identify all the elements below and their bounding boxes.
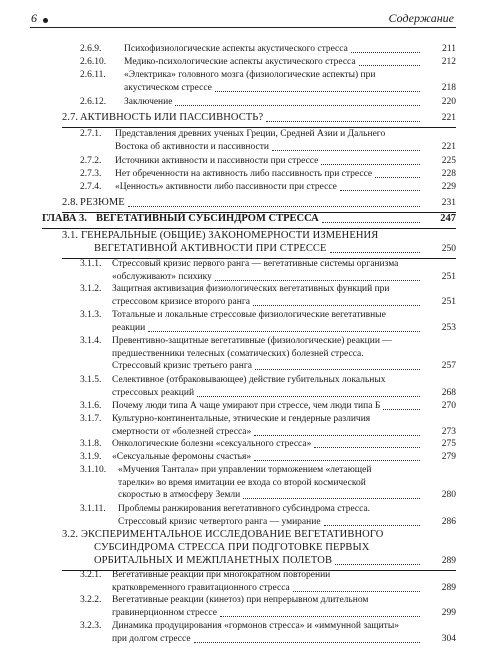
- toc-entry-page: 289: [441, 556, 456, 566]
- dotted-leader: [375, 177, 420, 178]
- toc-entry-page: 286: [441, 516, 456, 527]
- toc-entry-title-line: РЕЗЮМЕ: [80, 197, 125, 208]
- toc-entry-page: 299: [441, 607, 456, 618]
- toc-entry-title-line: Защитная активизация физиологических вегетативных функций при: [112, 284, 390, 294]
- toc-entry-title-line: Онкологические болезни «сексуального стресса»: [112, 439, 312, 449]
- toc-entry-title-line: скоростью в атмосферу Земли: [118, 490, 241, 501]
- toc-entry-number: 3.1.2.: [80, 284, 102, 294]
- toc-entry-title-line: Медико-психологические аспекты акустического стресса: [124, 57, 356, 67]
- toc-entry-page: 304: [441, 633, 456, 644]
- dotted-leader: [254, 460, 420, 461]
- toc-entry-number: 3.2.1.: [80, 570, 102, 580]
- dotted-leader: [383, 409, 420, 410]
- toc-entry-title-line: Заключение: [124, 97, 173, 107]
- toc-entry-title-line: «Ценность» активности либо пассивности при стрессе: [115, 182, 337, 192]
- toc-entry-number: 3.1.9.: [80, 452, 102, 462]
- dotted-leader: [255, 369, 420, 370]
- toc-entry-number: 3.1.6.: [80, 401, 102, 411]
- toc-entry-title-line: реакции: [112, 322, 146, 333]
- toc-entry-page: 251: [441, 296, 456, 307]
- toc-entry-title-line: ВЕГЕТАТИВНЫЙ СУБСИНДРОМ СТРЕССА: [96, 213, 319, 224]
- dotted-leader: [175, 105, 420, 106]
- toc-entry-title-line: Динамика продуцирования «гормонов стресса» и «иммунной защиты»: [112, 621, 399, 631]
- toc-entry-number: 2.6.11.: [80, 70, 106, 80]
- toc-entry-number: 3.1.: [62, 230, 79, 241]
- toc-entry-title-line: Селективное (отбраковывающее) действие губительных локальных: [112, 375, 386, 385]
- toc-entry-page: 228: [441, 169, 456, 179]
- toc-entry-title-line: тарелки» во время имитации ее входа со второй космической: [118, 477, 366, 488]
- dotted-leader: [351, 52, 420, 53]
- toc-entry-page: 268: [441, 387, 456, 398]
- dotted-leader: [220, 616, 420, 617]
- dotted-leader: [359, 65, 420, 66]
- toc-entry-number: 3.1.8.: [80, 439, 102, 449]
- toc-entry-title-line: Стрессовый кризис четвертого ранга — умирание: [118, 516, 321, 527]
- toc-entry-page: 289: [441, 582, 456, 593]
- toc-entry-title-line: СУБСИНДРОМА СТРЕССА ПРИ ПОДГОТОВКЕ ПЕРВЫХ: [94, 542, 370, 553]
- dotted-leader: [128, 206, 420, 207]
- dotted-leader: [253, 305, 420, 306]
- toc-entry-page: 211: [442, 44, 456, 54]
- toc-entry-title-line: предшественники телесных (соматических) болезней стресса.: [112, 348, 364, 359]
- toc-entry-page: 251: [441, 271, 456, 282]
- toc-entry-title-line: Стрессовый кризис первого ранга — вегетативные системы организма: [112, 259, 399, 269]
- toc-entry-page: 279: [441, 452, 456, 462]
- toc-entry-title-line: стрессовых реакций: [112, 387, 195, 398]
- toc-entry-title-line: кратковременного гравитационного стресса: [112, 582, 290, 593]
- toc-entry-page: 270: [441, 401, 456, 411]
- dotted-leader: [321, 164, 420, 165]
- toc-entry-page: 247: [440, 213, 456, 224]
- toc-entry-page: 221: [441, 113, 456, 123]
- toc-entry-title-line: при долгом стрессе: [112, 633, 191, 644]
- toc-entry-number: 2.7.1.: [80, 129, 102, 139]
- toc-entry-title-line: Востока об активности и пассивности: [115, 141, 269, 152]
- page-number: 6: [31, 11, 37, 25]
- dotted-leader: [215, 91, 420, 92]
- dotted-leader: [324, 525, 420, 526]
- toc-entry-number: 3.1.4.: [80, 336, 102, 346]
- toc-entry-page: 225: [441, 156, 456, 166]
- dotted-leader: [194, 642, 420, 643]
- toc-entry-title-line: ВЕГЕТАТИВНОЙ АКТИВНОСТИ ПРИ СТРЕССЕ: [94, 243, 327, 254]
- dotted-leader: [243, 498, 420, 499]
- toc-entry-page: 275: [441, 439, 456, 449]
- dotted-leader: [272, 150, 420, 151]
- toc-entry-title-line: Почему люди типа А чаще умирают при стрессе, чем люди типа Б: [112, 401, 381, 411]
- toc-entry-title-line: «обслуживают» психику: [112, 271, 212, 282]
- dotted-leader: [340, 190, 420, 191]
- toc-entry-title-line: Нет обреченности на активность либо пассивность при стрессе: [115, 169, 373, 179]
- toc-entry-number: 2.6.12.: [80, 97, 107, 107]
- section-rule: [62, 127, 456, 128]
- toc-entry-number: ГЛАВА 3.: [42, 213, 87, 224]
- toc-entry-page: 257: [441, 361, 456, 372]
- dotted-leader: [254, 435, 420, 436]
- toc-entry-title-line: Культурно-континентальные, этнические и гендерные различия: [112, 414, 371, 424]
- toc-entry-number: 2.7.4.: [80, 182, 102, 192]
- toc-entry-title-line: стрессовом кризисе второго ранга: [112, 296, 250, 307]
- toc-entry-page: 273: [441, 426, 456, 437]
- toc-entry-title-line: Проблемы ранжирования вегетативного субсиндрома стресса.: [118, 504, 371, 514]
- toc-entry-number: 2.6.9.: [80, 44, 102, 54]
- dotted-leader: [148, 331, 420, 332]
- toc-entry-number: 2.6.10.: [80, 57, 107, 67]
- toc-entry-title-line: АКТИВНОСТЬ ИЛИ ПАССИВНОСТЬ?: [80, 112, 264, 123]
- toc-entry-title-line: «Сексуальные феромоны счастья»: [112, 452, 252, 462]
- dotted-leader: [335, 564, 420, 565]
- toc-entry-title-line: Тотальные и локальные стрессовые физиологические вегетативные: [112, 310, 386, 320]
- toc-entry-number: 3.2.2.: [80, 595, 102, 605]
- toc-entry-number: 3.1.11.: [80, 504, 106, 514]
- running-title: Содержание: [388, 11, 454, 25]
- toc-entry-title-line: ГЕНЕРАЛЬНЫЕ (ОБЩИЕ) ЗАКОНОМЕРНОСТИ ИЗМЕНЕНИЯ: [81, 230, 379, 241]
- toc-entry-title-line: Вегетативные реакции при многократном повторении: [112, 570, 331, 580]
- toc-entry-page: 253: [441, 322, 456, 333]
- toc-entry-page: 212: [441, 57, 456, 67]
- toc-entry-title-line: Стрессовый кризис третьего ранга: [112, 361, 252, 372]
- toc-entry-number: 2.7.: [62, 112, 79, 123]
- toc-entry-page: 221: [441, 141, 456, 152]
- toc-entry-title-line: Превентивно-защитные вегетативные (физиологические) реакции —: [112, 336, 392, 346]
- toc-entry-page: 229: [441, 182, 456, 192]
- toc-entry-page: 231: [441, 198, 456, 208]
- toc-entry-number: 3.1.10.: [80, 465, 107, 475]
- dotted-leader: [314, 447, 420, 448]
- toc-entry-number: 3.2.: [62, 529, 79, 540]
- dotted-leader: [215, 280, 420, 281]
- toc-entry-title-line: Психофизиологические аспекты акустического стресса: [124, 44, 348, 54]
- toc-entry-number: 3.1.1.: [80, 259, 102, 269]
- toc-entry-title-line: гравинерционном стрессе: [112, 607, 217, 618]
- dotted-leader: [266, 121, 420, 122]
- toc-entry-number: 2.7.2.: [80, 156, 102, 166]
- toc-entry-number: 3.1.3.: [80, 310, 102, 320]
- toc-entry-title-line: «Мучения Тантала» при управлении торможением «летающей: [118, 465, 372, 475]
- toc-entry-number: 3.2.3.: [80, 621, 102, 631]
- toc-entry-page: 280: [441, 490, 456, 501]
- section-rule: [42, 228, 456, 229]
- toc-entry-title-line: ОРБИТАЛЬНЫХ И МЕЖПЛАНЕТНЫХ ПОЛЕТОВ: [94, 555, 333, 566]
- toc-entry-number: 2.7.3.: [80, 169, 102, 179]
- toc-entry-number: 3.1.5.: [80, 375, 102, 385]
- toc-entry-title-line: ЭКСПЕРИМЕНТАЛЬНОЕ ИССЛЕДОВАНИЕ ВЕГЕТАТИВНОГО: [81, 529, 384, 540]
- toc-entry-title-line: Вегетативные реакции (кинетоз) при непрерывном длительном: [112, 595, 369, 605]
- dotted-leader: [330, 252, 420, 253]
- toc-entry-number: 2.8.: [62, 197, 79, 208]
- toc-entry-title-line: «Электрика» головного мозга (физиологические аспекты) при: [124, 70, 376, 80]
- dotted-leader: [293, 591, 420, 592]
- toc-entry-title-line: Представления древних ученых Греции, Средней Азии и Дальнего: [115, 129, 386, 139]
- dotted-leader: [322, 222, 420, 223]
- toc-entry-title-line: смертности от «болезней стресса»: [112, 426, 252, 437]
- toc-entry-title-line: акустическом стрессе: [124, 82, 212, 93]
- dotted-leader: [197, 396, 420, 397]
- toc-entry-title-line: Источники активности и пассивности при стрессе: [115, 156, 319, 166]
- toc-entry-page: 218: [441, 82, 456, 93]
- toc-entry-number: 3.1.7.: [80, 414, 102, 424]
- toc-entry-page: 250: [441, 244, 456, 254]
- toc-entry-page: 220: [441, 97, 456, 107]
